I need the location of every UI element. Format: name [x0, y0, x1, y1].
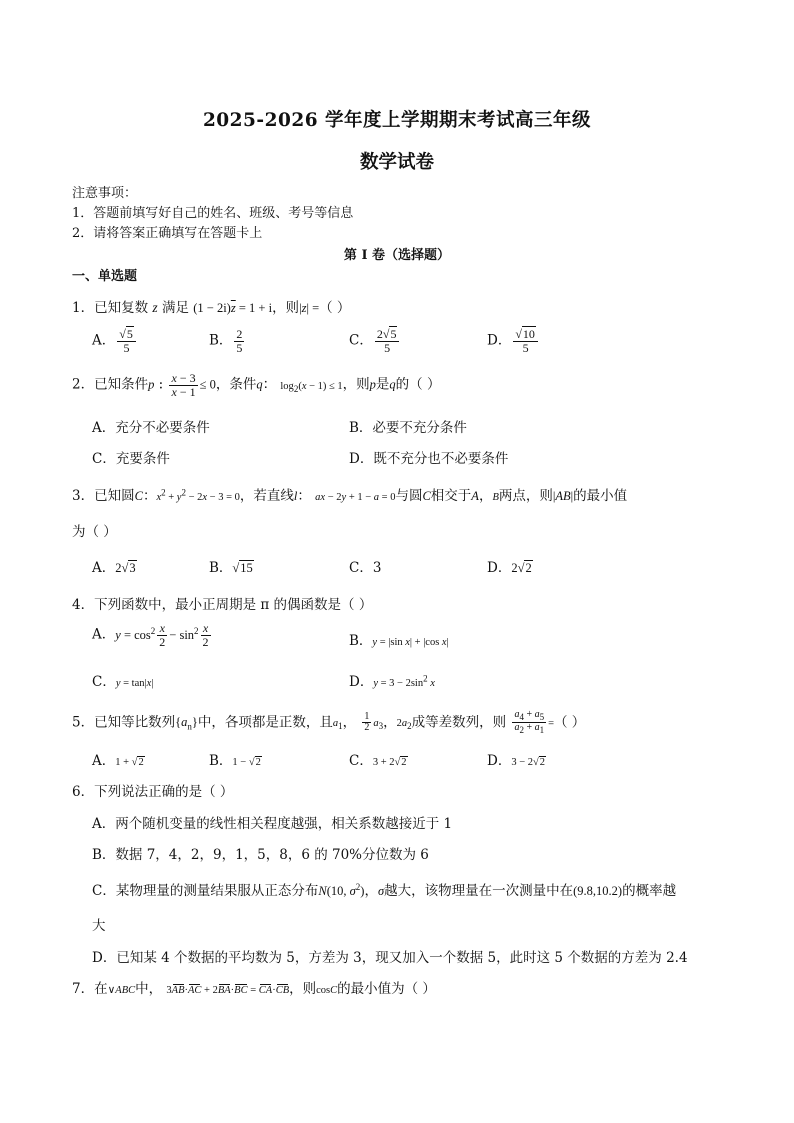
- q4-option-a[interactable]: A．$y = \cos^2$ $\frac{x}{2}$ − $\sin^2$ $\frac{x}{2}$: [92, 621, 209, 649]
- q4-option-b[interactable]: B．y = |sin x| + |cos x|: [349, 633, 449, 649]
- q6-option-c[interactable]: C．某物理量的测量结果服从正态分布N(10, $\sigma^2$)，σ越大，该物理量在一次测量中在(9.8,10.2)的概率越: [92, 881, 677, 899]
- q4-option-c[interactable]: C．y = tan|x|: [92, 674, 154, 690]
- q4-option-d[interactable]: D．$y = 3 - 2\sin^2$ x: [349, 673, 435, 690]
- section-title: 一、单选题: [72, 269, 138, 284]
- q3-option-b[interactable]: B．√15: [209, 560, 253, 576]
- q6-option-a[interactable]: A．两个随机变量的线性相关程度越强，相关系数越接近于 1: [92, 816, 453, 832]
- q1-option-c[interactable]: C． $\frac{2√5}{5}$: [349, 328, 401, 354]
- q5-option-c[interactable]: C．3 + 2√2: [349, 753, 407, 769]
- notice-heading: 注意事项：: [72, 186, 138, 201]
- notice-item-1: 1．答题前填写好自己的姓名、班级、考号等信息: [72, 206, 354, 221]
- q3-option-c[interactable]: C．3: [349, 560, 382, 576]
- question-3-cont: 为（ ）: [72, 524, 117, 540]
- question-4: 4．下列函数中，最小正周期是 π 的偶函数是（ ）: [72, 597, 373, 613]
- question-2: 2．已知条件p : $\frac{x - 3}{x - 1}$ ≤ 0，条件q： $\log_2(x - 1) \le 1$，则p是q的（ ）: [72, 371, 441, 399]
- q1-option-b[interactable]: B． $\frac{2}{5}$: [209, 327, 243, 355]
- q2-option-b[interactable]: B．必要不充分条件: [349, 420, 467, 436]
- q5-option-b[interactable]: B．1 − √2: [209, 753, 261, 769]
- q2-option-d[interactable]: D．既不充分也不必要条件: [349, 451, 509, 467]
- q3-option-d[interactable]: D．2√2: [487, 560, 532, 576]
- q6-option-d[interactable]: D．已知某 4 个数据的平均数为 5，方差为 3，现又加入一个数据 5，此时这 5 个数据的方差为 2.4: [92, 950, 688, 966]
- question-5: 5．已知等比数列$\{a_n\}$中，各项都是正数，且$a_1$， $\frac{1}{2}$ $a_3$，$2a_2$成等差数列，则 $\frac{a_4 + a_5}{a_2 + a_1}$ =（ ）: [72, 709, 586, 736]
- exam-title: 2025-2026 学年度上学期期末考试高三年级: [202, 110, 592, 131]
- q5-option-a[interactable]: A．1 + √2: [92, 753, 144, 769]
- q1-option-a[interactable]: A． $\frac{√5}{5}$: [92, 328, 138, 354]
- q6-option-c-cont: 大: [92, 918, 106, 934]
- exam-subtitle: 数学试卷: [359, 152, 434, 173]
- question-3: 3．已知圆C：$x^2 + y^2 - 2x - 3 = 0$，若直线l： ax − 2y + 1 − a = 0与圆C相交于A，B两点，则|AB|的最小值: [72, 487, 628, 504]
- notice-item-2: 2．请将答案正确填写在答题卡上: [72, 226, 263, 241]
- question-7: 7．在∨ABC中， 3AB·AC + 2BA·BC = CA·CB，则cosC的最小值为（ ）: [72, 981, 436, 997]
- q2-option-c[interactable]: C．充要条件: [92, 451, 170, 467]
- q3-option-a[interactable]: A．2√3: [92, 560, 136, 576]
- question-1: 1．已知复数 z 满足 $(1 - 2i)\overline{z} = 1 + i$，则|z| =（ ）: [72, 300, 351, 316]
- q1-option-d[interactable]: D． $\frac{√10}{5}$: [487, 328, 540, 354]
- question-6: 6．下列说法正确的是（ ）: [72, 784, 234, 800]
- q5-option-d[interactable]: D．3 − 2√2: [487, 753, 546, 769]
- q2-option-a[interactable]: A．充分不必要条件: [92, 420, 210, 436]
- q6-option-b[interactable]: B．数据 7，4，2，9，1，5，8，6 的 70%分位数为 6: [92, 847, 429, 863]
- part-title: 第 I 卷（选择题）: [343, 248, 451, 263]
